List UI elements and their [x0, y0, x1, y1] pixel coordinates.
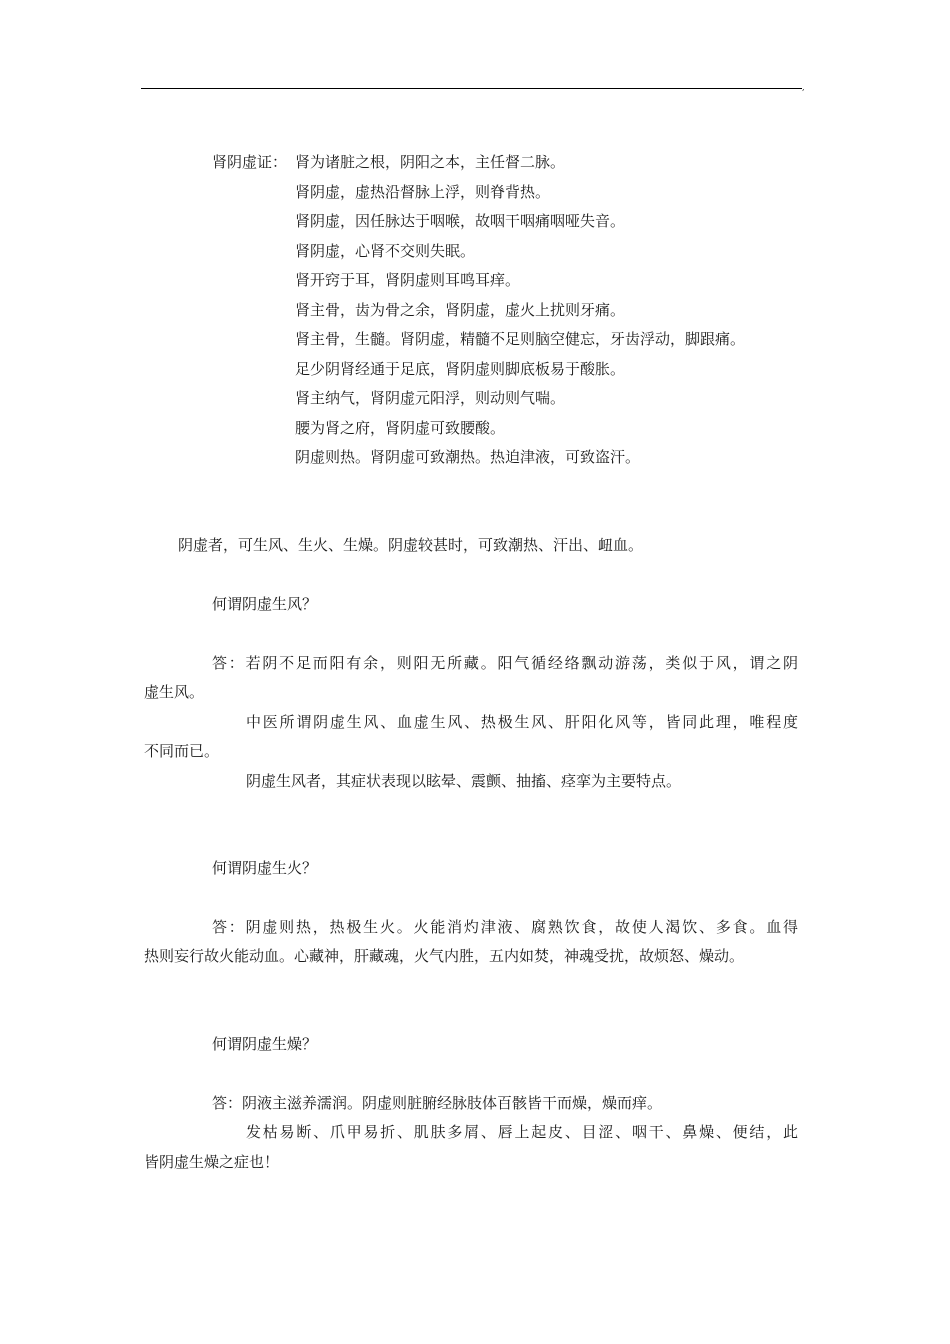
kidney-line-11: 阴虚则热。肾阴虚可致潮热。热迫津液，可致盗汗。 — [295, 448, 641, 466]
answer-fire-line-1: 答：阴虚则热，热极生火。火能消灼津液、腐熟饮食，故使人渴饮、多食。血得 — [212, 918, 798, 936]
intro-paragraph: 阴虚者，可生风、生火、生燥。阴虚较甚时，可致潮热、汗出、衄血。 — [178, 536, 644, 554]
kidney-section-label: 肾阴虚证： — [212, 153, 288, 171]
answer-wind-line-1: 答：若阴不足而阳有余，则阳无所藏。阳气循经络飘动游荡，类似于风，谓之阴 — [212, 654, 798, 672]
kidney-line-5: 肾开窍于耳，肾阴虚则耳鸣耳痒。 — [295, 271, 521, 289]
question-wind: 何谓阴虚生风？ — [212, 595, 318, 613]
wind-paragraph-2-line-2: 不同而已。 — [144, 742, 220, 760]
kidney-line-7: 肾主骨，生髓。肾阴虚，精髓不足则脑空健忘，牙齿浮动，脚跟痛。 — [295, 330, 746, 348]
kidney-line-1: 肾为诸脏之根，阴阳之本，主任督二脉。 — [295, 153, 566, 171]
dry-paragraph-2-line-2: 皆阴虚生燥之症也！ — [144, 1153, 280, 1171]
kidney-line-2: 肾阴虚，虚热沿督脉上浮，则脊背热。 — [295, 183, 551, 201]
answer-fire-line-2: 热则妄行故火能动血。心藏神，肝藏魂，火气内胜，五内如焚，神魂受扰，故烦怒、燥动。 — [144, 947, 745, 965]
kidney-line-3: 肾阴虚，因任脉达于咽喉，故咽干咽痛咽哑失音。 — [295, 212, 626, 230]
kidney-line-9: 肾主纳气，肾阴虚元阳浮，则动则气喘。 — [295, 389, 566, 407]
question-fire: 何谓阴虚生火？ — [212, 859, 318, 877]
answer-dry: 答：阴液主滋养濡润。阴虚则脏腑经脉肢体百骸皆干而燥，燥而痒。 — [212, 1094, 663, 1112]
wind-paragraph-3: 阴虚生风者，其症状表现以眩晕、震颤、抽搐、痉挛为主要特点。 — [246, 772, 682, 790]
header-rule-mark: , — [802, 83, 805, 92]
kidney-line-4: 肾阴虚，心肾不交则失眠。 — [295, 242, 476, 260]
question-dry: 何谓阴虚生燥？ — [212, 1035, 318, 1053]
kidney-line-6: 肾主骨，齿为骨之余，肾阴虚，虚火上扰则牙痛。 — [295, 301, 626, 319]
kidney-line-10: 腰为肾之府，肾阴虚可致腰酸。 — [295, 419, 506, 437]
answer-wind-line-2: 虚生风。 — [144, 683, 205, 701]
wind-paragraph-2-line-1: 中医所谓阴虚生风、血虚生风、热极生风、肝阳化风等，皆同此理，唯程度 — [246, 713, 798, 731]
header-rule — [141, 88, 802, 89]
kidney-line-8: 足少阴肾经通于足底，肾阴虚则脚底板易于酸胀。 — [295, 360, 626, 378]
dry-paragraph-2-line-1: 发枯易断、爪甲易折、肌肤多屑、唇上起皮、目涩、咽干、鼻燥、便结，此 — [246, 1123, 798, 1141]
